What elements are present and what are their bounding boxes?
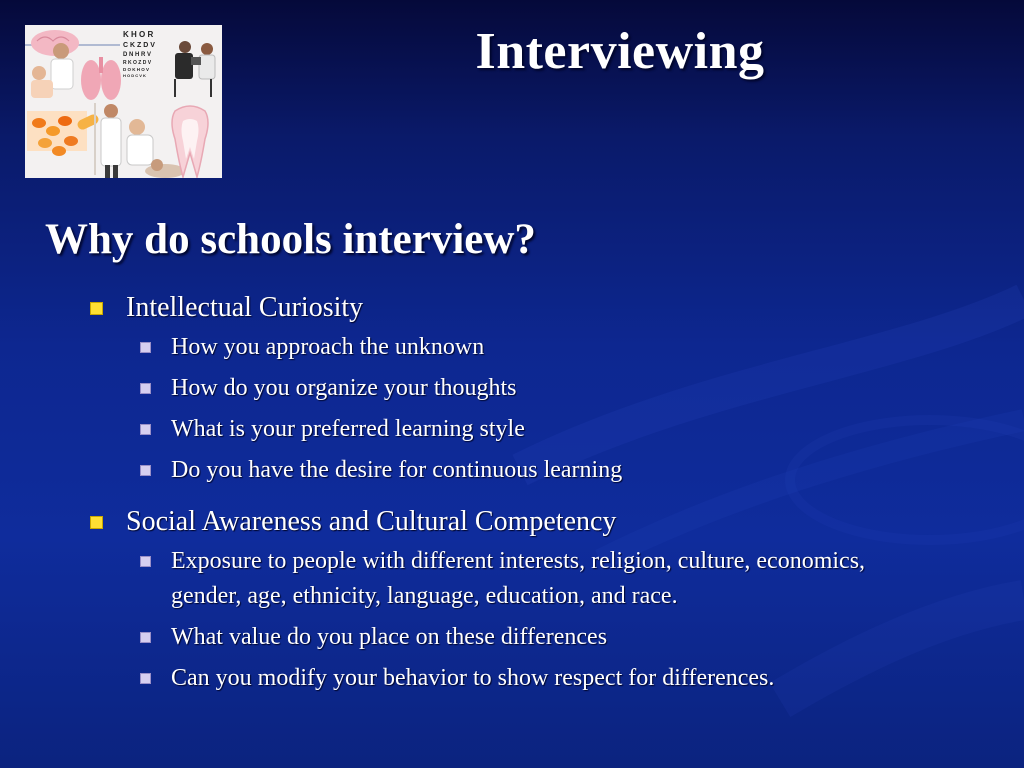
list-item-text: Can you modify your behavior to show respect for differences. [171,665,775,691]
svg-text:D O K H O V: D O K H O V [123,67,150,72]
square-bullet-icon [140,424,151,435]
lungs-icon [81,60,101,100]
list-item [0,661,1024,696]
medical-collage-image [25,25,222,178]
square-bullet-icon [90,516,103,529]
svg-text:C K Z D V: C K Z D V [123,42,155,49]
list-item-text: What is your preferred learning style [171,416,525,442]
list-item-text: Exposure to people with different interests, religion, culture, economics, gender, age, ethnicity, language, education, and race. [171,548,866,609]
list-item-text: How you approach the unknown [171,334,485,360]
slide-heading: Why do schools interview? [45,216,536,263]
svg-text:R K O Z D V: R K O Z D V [123,60,152,66]
eye-exam-figure-icon [179,41,191,53]
list-item [0,453,1024,488]
svg-text:D N H R V: D N H R V [123,52,152,58]
list-item [0,412,1024,447]
dentist-figure-icon [129,119,145,135]
square-bullet-icon [140,342,151,353]
list-item [0,330,1024,365]
square-bullet-icon [90,302,103,315]
section-intellectual-curiosity [0,286,1024,330]
slide-title: Interviewing [475,23,765,80]
list-item-text: What value do you place on these differences [171,624,608,650]
square-bullet-icon [140,383,151,394]
collage-illustration [25,25,222,178]
list-item-text: Do you have the desire for continuous learning [171,457,623,483]
bullet-list [0,286,1024,702]
svg-text:H O D C V K: H O D C V K [123,73,146,78]
list-item [0,544,1024,614]
square-bullet-icon [140,632,151,643]
square-bullet-icon [140,556,151,567]
section-label: Social Awareness and Cultural Competency [126,506,617,537]
doctor-figure-icon [53,43,69,59]
svg-text:K H O R: K H O R [123,30,154,39]
section-label: Intellectual Curiosity [126,292,364,323]
list-item [0,371,1024,406]
list-item-text: How do you organize your thoughts [171,375,517,401]
section-social-awareness [0,500,1024,544]
square-bullet-icon [140,465,151,476]
list-item [0,620,1024,655]
pharmacist-figure-icon [104,104,118,118]
square-bullet-icon [140,673,151,684]
